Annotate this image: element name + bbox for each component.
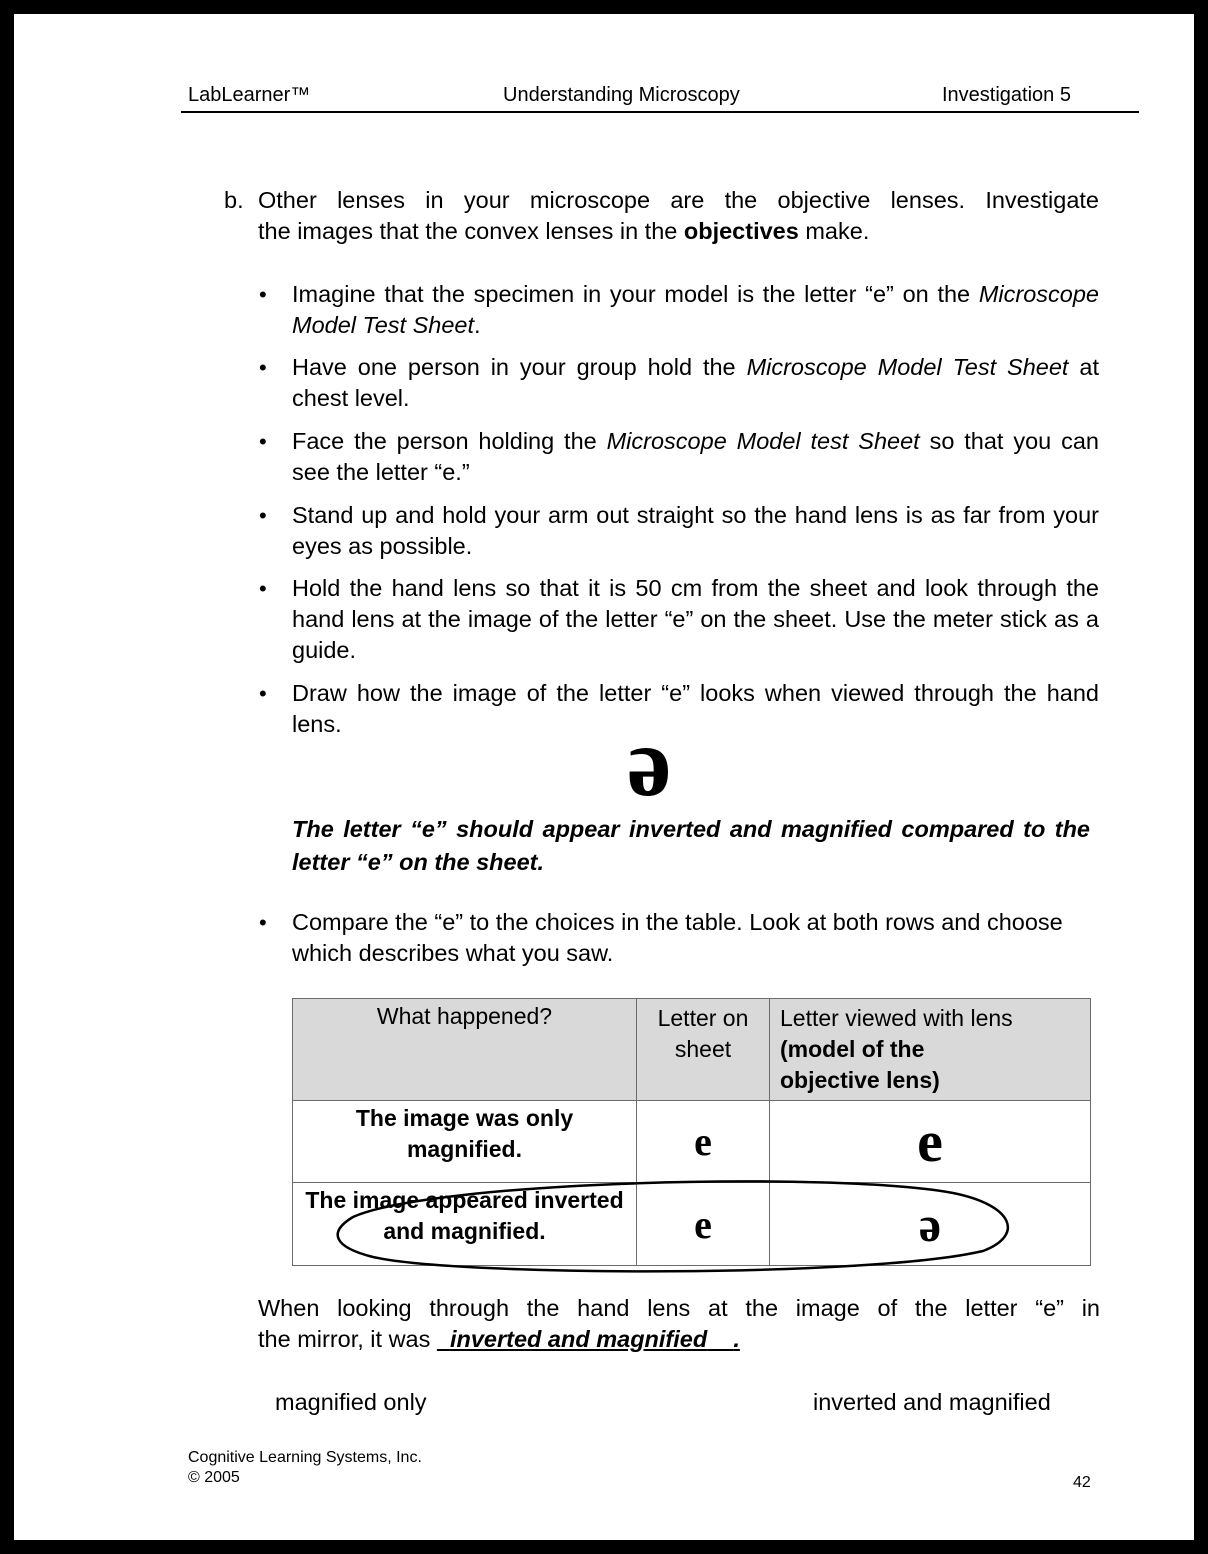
choice-inverted-and-magnified: inverted and magnified xyxy=(813,1389,1051,1415)
bullet-icon: • xyxy=(259,282,267,307)
row-letter-sheet: e xyxy=(637,1183,770,1266)
objectives-bold: objectives xyxy=(683,218,799,244)
conclusion-answer-blank: inverted and magnified . xyxy=(449,1326,740,1352)
row-what: The image was only magnified. xyxy=(293,1101,637,1183)
bullet-item-1: Imagine that the specimen in your model is the letter “e” on the Microscope Model Test Sheet. xyxy=(292,281,1099,338)
drawn-inverted-e: ə xyxy=(627,706,672,817)
header-what-happened: What happened? xyxy=(293,999,637,1101)
section-label: b. xyxy=(224,187,244,213)
row-letter-lens: ə xyxy=(770,1183,1091,1266)
header-brand: LabLearner™ xyxy=(188,84,311,106)
bullet-item-2: Have one person in your group hold the Microscope Model Test Sheet at chest level. xyxy=(292,354,1099,411)
footer-copyright: © 2005 xyxy=(188,1469,240,1486)
row-letter-sheet: e xyxy=(637,1101,770,1183)
answer-note: The letter “e” should appear inverted and magnified compared to the letter “e” on the sheet. xyxy=(292,816,1090,875)
page-number: 42 xyxy=(1073,1474,1091,1491)
header-letter-viewed: Letter viewed with lens (model of the objective lens) xyxy=(770,999,1091,1101)
header-investigation: Investigation 5 xyxy=(942,84,1071,106)
header-letter-on-sheet: Letter on sheet xyxy=(637,999,770,1101)
bullet-item-3: Face the person holding the Microscope Model test Sheet so that you can see the letter “e.” xyxy=(292,428,1099,485)
bullet-icon: • xyxy=(259,576,267,601)
footer-company: Cognitive Learning Systems, Inc. xyxy=(188,1449,422,1466)
bullet-icon: • xyxy=(259,429,267,454)
header-title: Understanding Microscopy xyxy=(503,84,740,106)
bullet-item-4: Stand up and hold your arm out straight so the hand lens is as far from your eyes as possible. xyxy=(292,502,1099,559)
bullet-icon: • xyxy=(259,910,267,935)
choice-magnified-only: magnified only xyxy=(275,1389,427,1415)
bullet-icon: • xyxy=(259,355,267,380)
section-b-line2: the images that the convex lenses in the objectives make. xyxy=(258,218,870,244)
compare-bullet: Compare the “e” to the choices in the table. Look at both rows and choose which describes what you saw. xyxy=(292,909,1063,966)
section-b-line1: Other lenses in your microscope are the objective lenses. Investigate xyxy=(258,187,1099,213)
row-what: The image appeared inverted and magnified. xyxy=(293,1183,637,1266)
conclusion-text: When looking through the hand lens at the image of the letter “e” in the mirror, it was inverted and magnified . xyxy=(258,1295,1100,1352)
bullet-icon: • xyxy=(259,681,267,706)
bullet-icon: • xyxy=(259,503,267,528)
row-letter-lens: e xyxy=(770,1101,1091,1183)
bullet-item-6: Draw how the image of the letter “e” looks when viewed through the hand lens. xyxy=(292,680,1099,737)
bullet-item-5: Hold the hand lens so that it is 50 cm from the sheet and look through the hand lens at the image of the letter “e” on the sheet. Use the meter stick as a guide. xyxy=(292,575,1099,663)
